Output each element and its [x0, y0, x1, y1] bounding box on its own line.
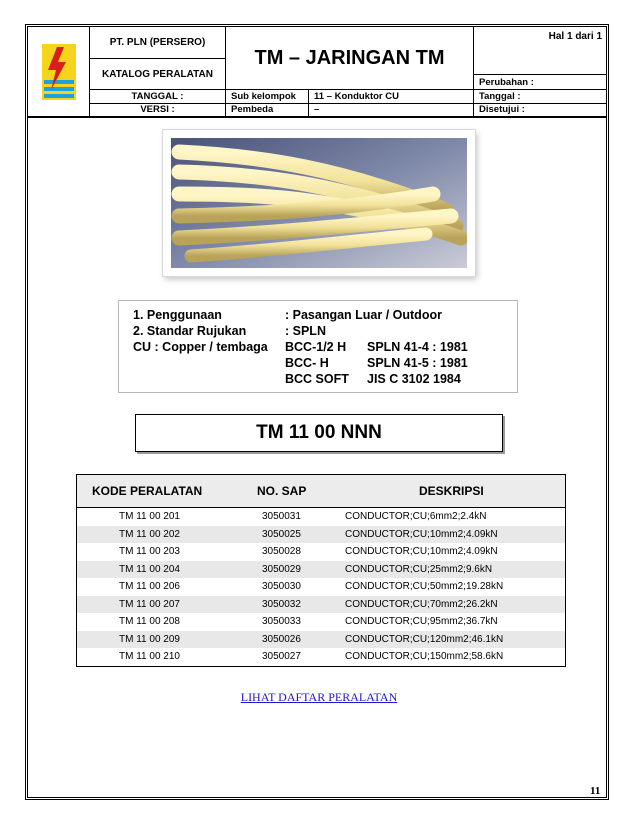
table-row: [77, 631, 565, 649]
table-row: [77, 578, 565, 596]
kode-cell: TM 11 00 209: [119, 633, 180, 645]
copper-conductor-image: [171, 138, 467, 268]
table-header: [77, 475, 565, 508]
deskripsi-cell: CONDUCTOR;CU;150mm2;58.6kN: [345, 651, 504, 662]
page-number: 11: [590, 785, 601, 797]
sap-cell: 3050030: [262, 581, 301, 592]
spec-standard-label: 2. Standar Rujukan: [133, 324, 247, 338]
equipment-table: [76, 474, 566, 667]
spec-usage-label: 1. Penggunaan: [133, 308, 222, 322]
pembeda-value: –: [309, 103, 474, 116]
disetujui-field: Disetujui :: [479, 104, 525, 115]
specification-box: [118, 300, 518, 393]
table-row: [77, 543, 565, 561]
standard-type: BCC SOFT: [285, 372, 349, 386]
spec-material-label: CU : Copper / tembaga: [133, 340, 268, 354]
product-photo: [163, 130, 475, 276]
deskripsi-cell: CONDUCTOR;CU;120mm2;46.1kN: [345, 633, 504, 645]
sap-cell: 3050029: [262, 563, 301, 575]
equipment-list-link[interactable]: LIHAT DAFTAR PERALATAN: [240, 690, 398, 704]
sap-cell: 3050027: [262, 651, 301, 662]
pln-logo-icon: [42, 44, 76, 100]
table-row: [77, 596, 565, 614]
kode-cell: TM 11 00 210: [119, 651, 180, 662]
col-deskripsi-header: DESKRIPSI: [419, 484, 484, 498]
versi-label: VERSI :: [90, 103, 226, 116]
document-title: TM – JARINGAN TM: [226, 27, 474, 89]
standard-type: BCC- H: [285, 356, 329, 370]
kode-cell: TM 11 00 202: [119, 528, 180, 540]
page-info: Hal 1 dari 1: [548, 31, 602, 42]
table-row: [77, 648, 565, 666]
standard-ref: SPLN 41-4 : 1981: [367, 340, 468, 354]
kode-cell: TM 11 00 207: [119, 598, 180, 610]
company-name: PT. PLN (PERSERO): [90, 27, 226, 59]
sap-cell: 3050026: [262, 633, 301, 645]
equipment-code-box: TM 11 00 NNN: [135, 414, 503, 452]
deskripsi-cell: CONDUCTOR;CU;70mm2;26.2kN: [345, 598, 498, 610]
pembeda-label: Pembeda: [226, 103, 309, 116]
deskripsi-cell: CONDUCTOR;CU;50mm2;19.28kN: [345, 581, 504, 592]
kode-cell: TM 11 00 204: [119, 563, 180, 575]
logo-cell: [28, 27, 90, 116]
catalog-label: KATALOG PERALATAN: [90, 59, 226, 89]
col-kode-header: KODE PERALATAN: [92, 484, 203, 498]
standard-ref: SPLN 41-5 : 1981: [367, 356, 468, 370]
spec-usage-value: : Pasangan Luar / Outdoor: [285, 308, 442, 322]
spec-standard-value: : SPLN: [285, 324, 326, 338]
table-row: [77, 526, 565, 544]
col-sap-header: NO. SAP: [257, 484, 307, 498]
sap-cell: 3050028: [262, 546, 301, 557]
sap-cell: 3050025: [262, 528, 301, 540]
tanggal-field: Tanggal :: [479, 91, 521, 102]
perubahan-label: Perubahan :: [474, 74, 606, 89]
sap-cell: 3050032: [262, 598, 301, 610]
tanggal-label: TANGGAL :: [90, 89, 226, 103]
deskripsi-cell: CONDUCTOR;CU;10mm2;4.09kN: [345, 546, 498, 557]
sap-cell: 3050031: [262, 511, 301, 522]
kode-cell: TM 11 00 206: [119, 581, 180, 592]
kode-cell: TM 11 00 201: [119, 511, 180, 522]
table-row: [77, 613, 565, 631]
standard-type: BCC-1/2 H: [285, 340, 347, 354]
sap-cell: 3050033: [262, 616, 301, 627]
deskripsi-cell: CONDUCTOR;CU;25mm2;9.6kN: [345, 563, 493, 575]
table-row: [77, 561, 565, 579]
table-row: [77, 508, 565, 526]
subkelompok-label: Sub kelompok: [226, 89, 309, 103]
deskripsi-cell: CONDUCTOR;CU;6mm2;2.4kN: [345, 511, 487, 522]
kode-cell: TM 11 00 208: [119, 616, 180, 627]
deskripsi-cell: CONDUCTOR;CU;10mm2;4.09kN: [345, 528, 498, 540]
subkelompok-value: 11 – Konduktor CU: [309, 89, 474, 103]
kode-cell: TM 11 00 203: [119, 546, 180, 557]
deskripsi-cell: CONDUCTOR;CU;95mm2;36.7kN: [345, 616, 498, 627]
standard-ref: JIS C 3102 1984: [367, 372, 461, 386]
document-header: [28, 27, 606, 118]
